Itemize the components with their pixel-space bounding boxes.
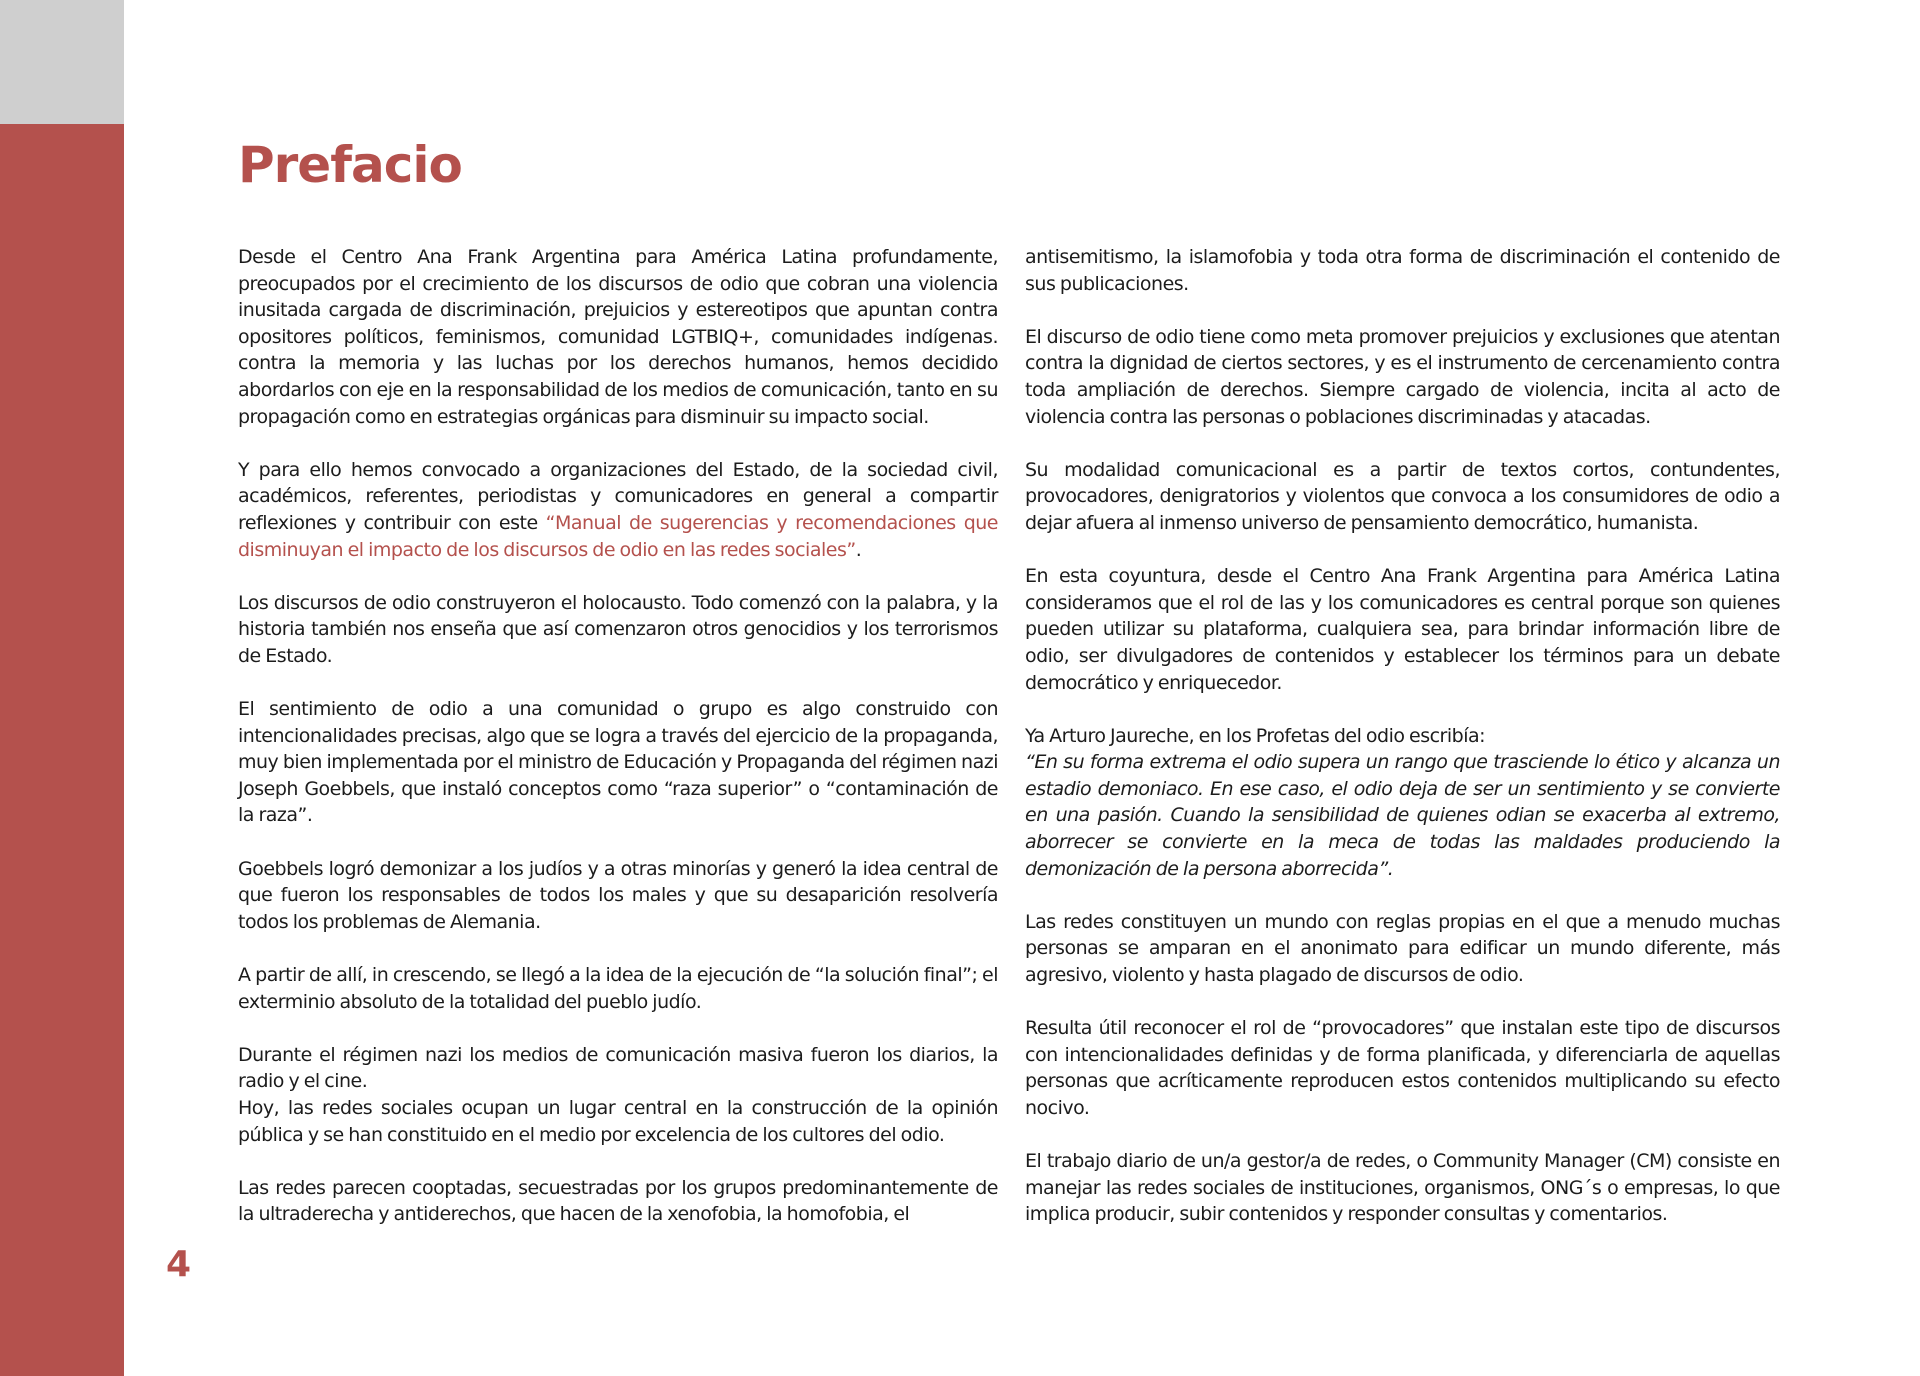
paragraph: Desde el Centro Ana Frank Argentina para América Latina profundamente, preocupados por el crecimiento de los discursos de odio que cobran una violencia inusitada cargada de discriminación, prejuicios y estereotipos que apuntan contra opositores políticos, feminismos, comunidad LGTBIQ+, comunidades indígenas. contra la memoria y las luchas por los derechos humanos, hemos decidido abordarlos con eje en la responsabilidad de los medios de comunicación, tanto en su propagación como en estrategias orgánicas para disminuir su impacto social. — [238, 246, 998, 428]
right-column — [1025, 244, 1780, 1255]
jauretche-quote: “En su forma extrema el odio supera un rango que trasciende lo ético y alcanza un estadio demoniaco. En ese caso, el odio deja de ser un sentimiento y se convierte en una pasión. Cuando la sensibilidad de quienes odian se exacerba al extremo, aborrecer se convierte en la meca de todas las maldades produciendo la demonización de la persona aborrecida”. — [1025, 751, 1780, 880]
paragraph-text: Y para ello hemos convocado a organizaciones del Estado, de la sociedad civil, académicos, referentes, periodistas y comunicadores en general a compartir reflexiones y contribuir con este — [238, 458, 998, 534]
paragraph: A partir de allí, in crescendo, se llegó a la idea de la ejecución de “la solución final”; el exterminio absoluto de la totalidad del pueblo judío. — [238, 964, 998, 1013]
quote-intro: Ya Arturo Jaureche, en los Profetas del odio escribía: — [1025, 724, 1486, 747]
paragraph: Los discursos de odio construyeron el holocausto. Todo comenzó con la palabra, y la historia también nos enseña que así comenzaron otros genocidios y los terrorismos de Estado. — [238, 591, 998, 667]
page-number: 4 — [166, 1244, 192, 1285]
page-title: Prefacio — [238, 136, 462, 194]
paragraph: En esta coyuntura, desde el Centro Ana Frank Argentina para América Latina consideramos que el rol de las y los comunicadores es central porque son quienes pueden utilizar su plataforma, cualquiera sea, para brindar información libre de odio, ser divulgadores de contenidos y establecer los términos para un debate democrático y enriquecedor. — [1025, 565, 1780, 694]
paragraph: Resulta útil reconocer el rol de “provocadores” que instalan este tipo de discursos con intencionalidades definidas y de forma planificada, y diferenciarla de aquellas personas que acríticamente reproducen estos contenidos multiplicando su efecto nocivo. — [1025, 1017, 1780, 1119]
sidebar-red-band — [0, 124, 124, 1376]
manual-title-highlight: “Manual de sugerencias y recomendaciones que disminuyan el impacto de los discursos de odio en las redes sociales” — [238, 511, 998, 561]
paragraph: Las redes parecen cooptadas, secuestradas por los grupos predominantemente de la ultraderecha y antiderechos, que hacen de la xenofobia, la homofobia, el — [238, 1176, 998, 1226]
paragraph: El sentimiento de odio a una comunidad o grupo es algo construido con intencionalidades precisas, algo que se logra a través del ejercicio de la propaganda, muy bien implementada por el ministro de Educación y Propaganda del régimen nazi Joseph Goebbels, que instaló conceptos como “raza superior” o “contaminación de la raza”. — [238, 698, 998, 827]
left-column — [238, 244, 998, 1255]
paragraph: El trabajo diario de un/a gestor/a de redes, o Community Manager (CM) consiste en manejar las redes sociales de instituciones, organismos, ONG´s o empresas, lo que implica producir, subir contenidos y responder consultas y comentarios. — [1025, 1150, 1780, 1226]
paragraph: antisemitismo, la islamofobia y toda otra forma de discriminación el contenido de sus publicaciones. — [1025, 246, 1780, 295]
paragraph: Su modalidad comunicacional es a partir de textos cortos, contundentes, provocadores, denigratorios y violentos que convoca a los consumidores de odio a dejar afuera al inmenso universo de pensamiento democrático, humanista. — [1025, 458, 1780, 534]
paragraph: Durante el régimen nazi los medios de comunicación masiva fueron los diarios, la radio y el cine. — [238, 1043, 998, 1093]
paragraph-text: . — [855, 538, 862, 561]
paragraph: Hoy, las redes sociales ocupan un lugar central en la construcción de la opinión pública y se han constituido en el medio por excelencia de los cultores del odio. — [238, 1097, 998, 1146]
paragraph: Goebbels logró demonizar a los judíos y a otras minorías y generó la idea central de que fueron los responsables de todos los males y que su desaparición resolvería todos los problemas de Alemania. — [238, 857, 998, 933]
sidebar-gray-block — [0, 0, 124, 124]
paragraph: Las redes constituyen un mundo con reglas propias en el que a menudo muchas personas se amparan en el anonimato para edificar un mundo diferente, más agresivo, violento y hasta plagado de discursos de odio. — [1025, 910, 1780, 987]
paragraph — [238, 457, 998, 563]
paragraph: El discurso de odio tiene como meta promover prejuicios y exclusiones que atentan contra la dignidad de ciertos sectores, y es el instrumento de cercenamiento contra toda ampliación de derechos. Siempre cargado de violencia, incita al acto de violencia contra las personas o poblaciones discriminadas y atacadas. — [1025, 325, 1780, 428]
